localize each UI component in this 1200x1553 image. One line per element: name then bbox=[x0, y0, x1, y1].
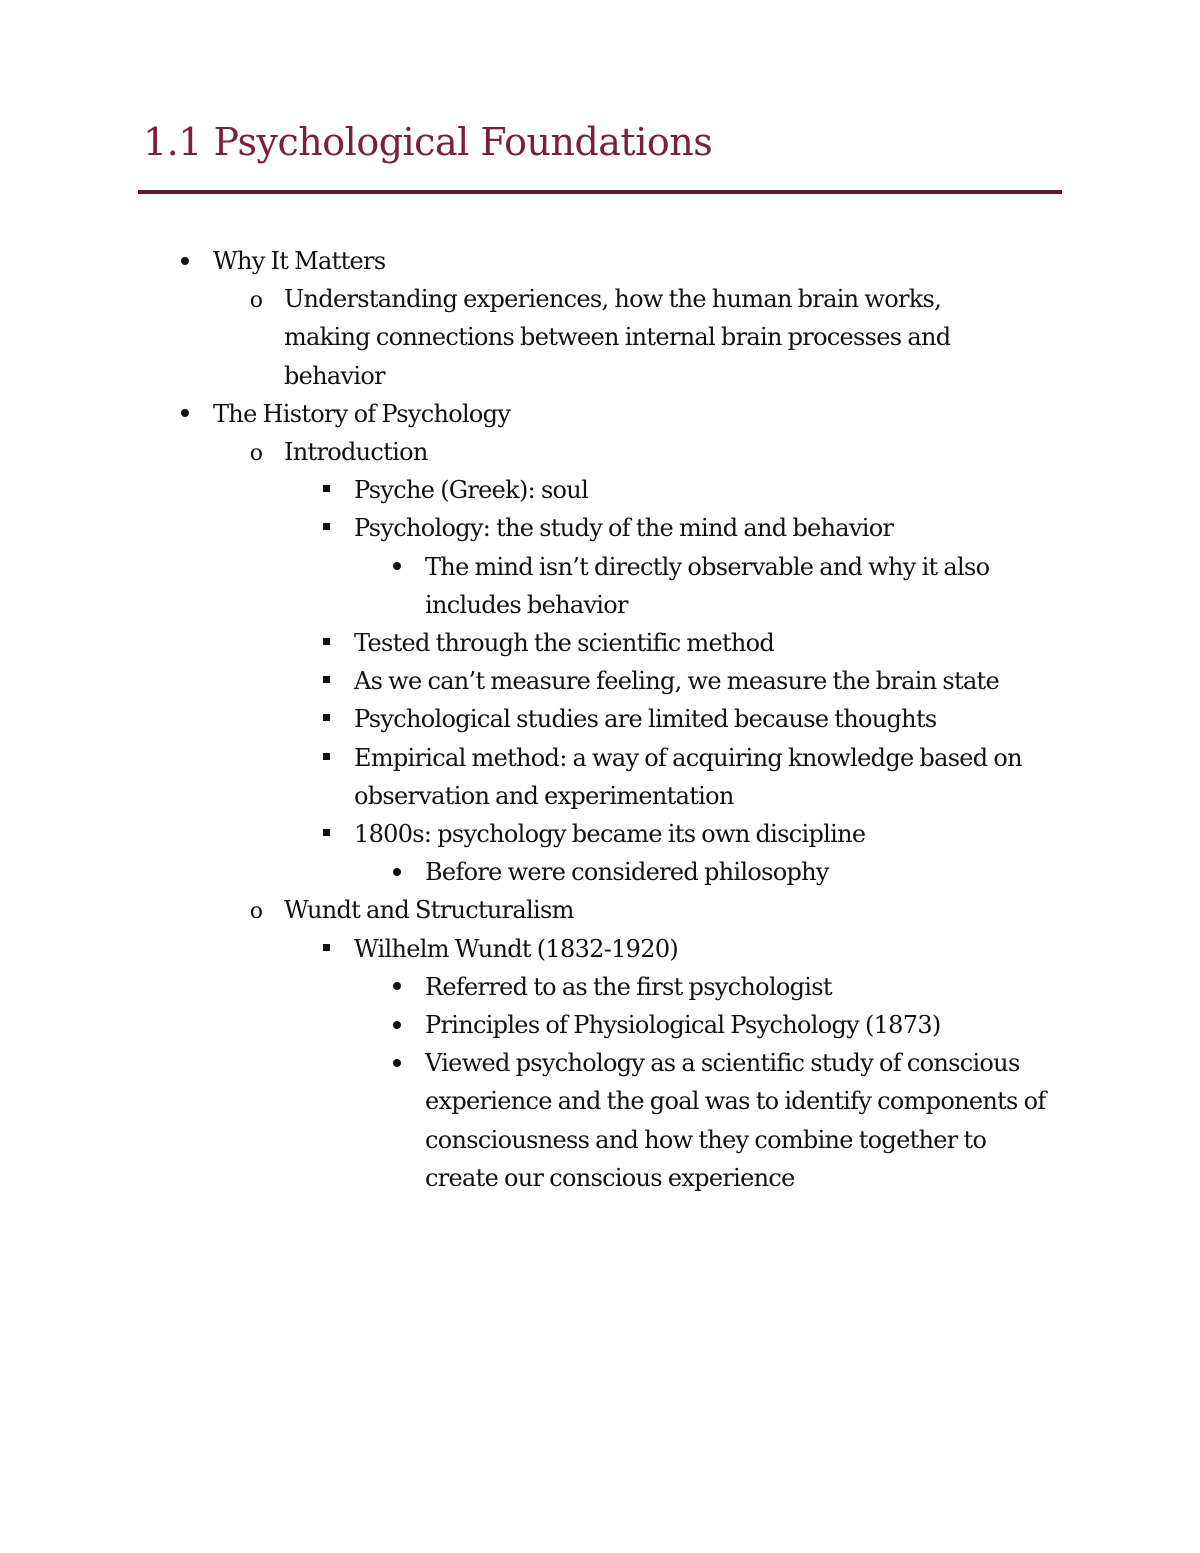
outline-item-empirical-method bbox=[354, 739, 1054, 815]
outline-item-text: Psychological studies are limited because thoughts bbox=[354, 705, 937, 734]
outline-item-text: Before were considered philosophy bbox=[425, 858, 829, 887]
outline-item-before-philosophy bbox=[425, 853, 1065, 891]
bullet-filled-square-icon bbox=[314, 624, 338, 662]
title-underline-rule bbox=[138, 190, 1062, 194]
bullet-filled-square-icon bbox=[314, 471, 338, 509]
outline-item-text: Wundt and Structuralism bbox=[284, 896, 574, 925]
outline-item-studies-limited bbox=[354, 700, 1054, 738]
bullet-filled-square-icon bbox=[314, 662, 338, 700]
outline-item-text: Introduction bbox=[284, 438, 428, 467]
bullet-filled-circle-icon bbox=[385, 853, 409, 891]
bullet-hollow-o-icon: o bbox=[249, 899, 263, 925]
bullet-filled-circle-icon bbox=[385, 968, 409, 1006]
outline-item-text: Referred to as the first psychologist bbox=[425, 972, 832, 1001]
page-title: 1.1 Psychological Foundations bbox=[143, 120, 713, 164]
bullet-filled-square-icon bbox=[314, 700, 338, 738]
outline-item-text: 1800s: psychology became its own discipline bbox=[354, 820, 866, 849]
outline-item-mind-not-observable bbox=[425, 548, 1065, 624]
outline-item-measure-brain-state bbox=[354, 662, 1054, 700]
outline-item-text: As we can’t measure feeling, we measure the brain state bbox=[354, 667, 1000, 696]
outline-item-text: Why It Matters bbox=[213, 247, 386, 275]
bullet-filled-circle-icon bbox=[385, 1044, 409, 1082]
outline-item-text: The mind isn’t directly observable and why it also includes behavior bbox=[425, 552, 990, 619]
outline-item-text: The History of Psychology bbox=[213, 399, 511, 428]
bullet-filled-square-icon bbox=[314, 509, 338, 547]
outline-item-psychology-definition bbox=[354, 509, 1054, 547]
outline-item-text: Psyche (Greek): soul bbox=[354, 476, 589, 505]
outline-item-text: Understanding experiences, how the human brain works, making connections between internal brain processes and behavior bbox=[284, 285, 951, 390]
outline-item-1800s-discipline bbox=[354, 815, 1054, 853]
bullet-filled-circle-icon bbox=[385, 548, 409, 586]
outline-item-text: Tested through the scientific method bbox=[354, 629, 775, 658]
outline-item-wilhelm-wundt bbox=[354, 930, 1054, 968]
bullet-hollow-o-icon: o bbox=[249, 441, 263, 467]
bullet-filled-square-icon bbox=[314, 739, 338, 777]
outline-item-scientific-method bbox=[354, 624, 1054, 662]
outline-item-text: Empirical method: a way of acquiring knowledge based on observation and experimentation bbox=[354, 743, 1022, 810]
outline-item-wundt-structuralism bbox=[249, 891, 1004, 929]
outline-item-understanding-experiences bbox=[249, 280, 1004, 395]
notes-outline bbox=[0, 242, 1200, 1197]
bullet-filled-square-icon bbox=[314, 815, 338, 853]
outline-item-text: Psychology: the study of the mind and behavior bbox=[354, 514, 894, 543]
outline-item-psyche bbox=[354, 471, 1054, 509]
bullet-filled-circle-icon bbox=[173, 242, 197, 280]
outline-item-text: Principles of Physiological Psychology (1873) bbox=[425, 1011, 941, 1040]
outline-item-why-it-matters bbox=[213, 242, 1003, 280]
bullet-hollow-o-icon: o bbox=[249, 288, 263, 314]
outline-item-scientific-study-conscious bbox=[425, 1044, 1065, 1197]
bullet-filled-circle-icon bbox=[173, 395, 197, 433]
bullet-filled-circle-icon bbox=[385, 1006, 409, 1044]
outline-item-text: Viewed psychology as a scientific study of conscious experience and the goal was to identify components of consciousness and how they combine together to create our conscious experience bbox=[425, 1049, 1046, 1192]
outline-item-introduction bbox=[249, 433, 1004, 471]
outline-item-text: Wilhelm Wundt (1832-1920) bbox=[354, 934, 679, 963]
bullet-filled-square-icon bbox=[314, 930, 338, 968]
outline-item-principles-book bbox=[425, 1006, 1065, 1044]
outline-item-history-of-psychology bbox=[213, 395, 1003, 433]
outline-item-first-psychologist bbox=[425, 968, 1065, 1006]
